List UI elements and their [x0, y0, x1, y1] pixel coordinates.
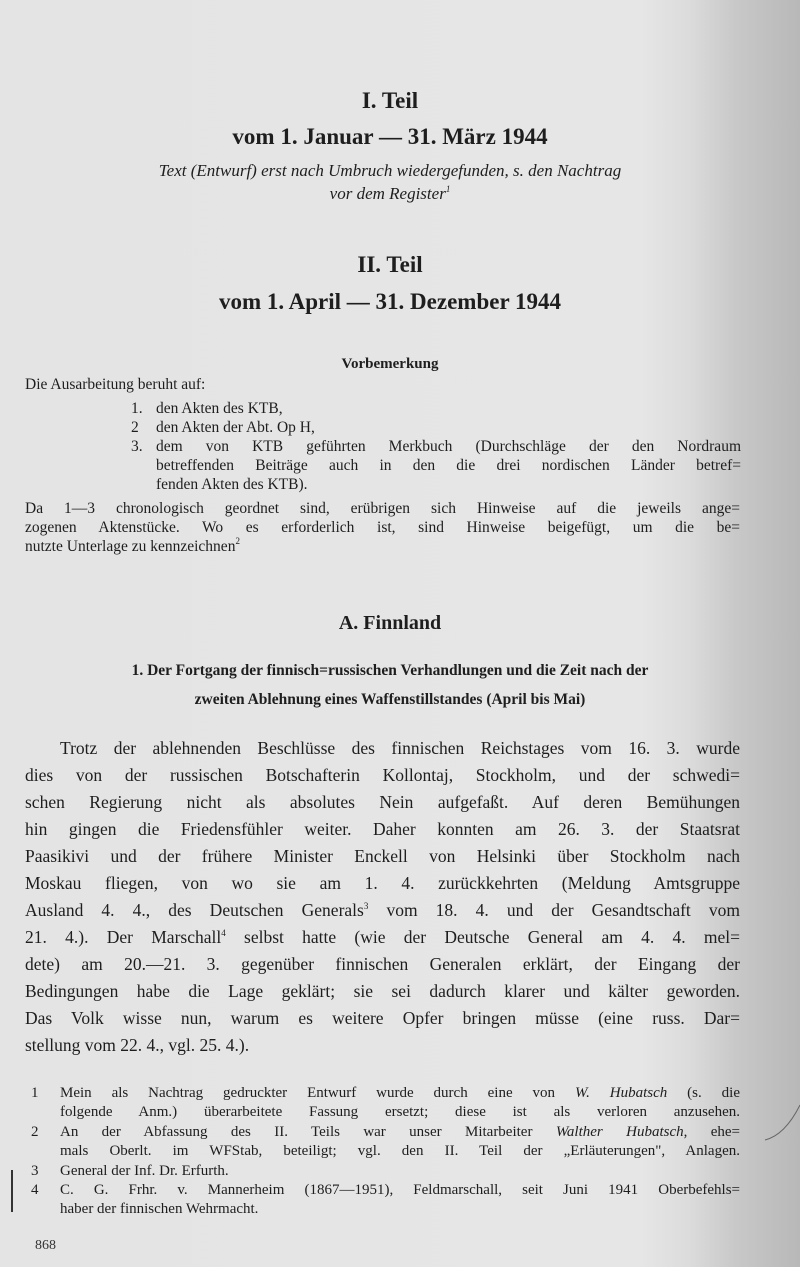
source-item-text: betreffenden Beiträge auch in den die drei nordischen Länder betref= [156, 457, 741, 474]
footnote-line: folgende Anm.) überarbeitete Fassung ersetzt; diese ist als verloren anzusehen. [60, 1104, 740, 1120]
body-text: 21. 4.). Der Marschall [25, 927, 222, 947]
body-line: schen Regierung nicht als absolutes Nein aufgefaßt. Auf deren Bemühungen [25, 792, 740, 812]
part1-note-line1: Text (Entwurf) erst nach Umbruch wiedergefunden, s. den Nachtrag [158, 161, 622, 180]
body-line: Bedingungen habe die Lage geklärt; sie sei dadurch klarer und kälter geworden. [25, 981, 740, 1001]
subsection-heading-line1: 1. Der Fortgang der finnisch=russischen Verhandlungen und die Zeit nach der [131, 662, 649, 679]
body-line: Das Volk wisse nun, warum es weitere Opfer bringen müsse (eine russ. Dar= [25, 1008, 740, 1028]
part1-note-text: vor dem Register [329, 184, 446, 203]
vorbemerkung-heading: Vorbemerkung [341, 356, 439, 372]
vorbemerkung-paragraph-line: Da 1—3 chronologisch geordnet sind, erübrigen sich Hinweise auf die jeweils ange= [25, 500, 740, 517]
footnote-ref-3[interactable]: 3 [363, 901, 369, 911]
footnote-number: 3 [31, 1163, 39, 1179]
subsection-heading-line2: zweiten Ablehnung eines Waffenstillstandes (April bis Mai) [194, 691, 586, 708]
footnote-ref-2[interactable]: 2 [235, 536, 240, 546]
footnote-line: C. G. Frhr. v. Mannerheim (1867—1951), Feldmarschall, seit Juni 1941 Oberbefehls= [60, 1182, 740, 1198]
footnote-number: 1 [31, 1085, 39, 1101]
part1-date-range: vom 1. Januar — 31. März 1944 [232, 124, 548, 149]
body-line: dete) am 20.—21. 3. gegenüber finnischen Generalen erklärt, der Eingang der [25, 954, 740, 974]
footnote-line: haber der finnischen Wehrmacht. [60, 1201, 259, 1217]
margin-mark [11, 1170, 13, 1212]
footnote-text: (s. die [667, 1085, 740, 1101]
body-text: Ausland 4. 4., des Deutschen Generals [25, 900, 364, 920]
footnote-line [60, 1085, 740, 1102]
source-item-text: den Akten des KTB, [156, 400, 283, 417]
part2-date-range: vom 1. April — 31. Dezember 1944 [219, 289, 561, 314]
footnote-author-name: Walther Hubatsch [555, 1124, 684, 1140]
vorbemerkung-paragraph-line [25, 538, 240, 556]
part1-heading: I. Teil [361, 88, 419, 113]
body-line: Moskau fliegen, von wo sie am 1. 4. zurückkehrten (Meldung Amtsgruppe [25, 873, 740, 893]
part1-note-line2 [0, 183, 780, 205]
source-item-number: 2 [131, 419, 139, 436]
body-line: dies von der russischen Botschafterin Kollontaj, Stockholm, und der schwedi= [25, 765, 740, 785]
body-line: stellung vom 22. 4., vgl. 25. 4.). [25, 1035, 250, 1055]
footnote-ref-4[interactable]: 4 [221, 928, 226, 938]
footnote-number: 2 [31, 1124, 39, 1140]
footnote-number: 4 [31, 1182, 39, 1198]
footnote-ref-1[interactable]: 1 [445, 184, 451, 194]
pencil-mark [760, 1100, 800, 1160]
vorbemerkung-paragraph-line: zogenen Aktenstücke. Wo es erforderlich ist, sind Hinweise beigefügt, um die be= [25, 519, 740, 536]
source-item-text: fenden Akten des KTB). [156, 476, 308, 493]
footnote-line [60, 1124, 740, 1141]
part2-heading: II. Teil [357, 252, 423, 277]
body-text: selbst hatte (wie der Deutsche General am 4. 4. mel= [225, 927, 740, 947]
section-heading: A. Finnland [338, 612, 442, 634]
footnote-line: mals Oberlt. im WFStab, beteiligt; vgl. den II. Teil der „Erläuterungen", Anlagen. [60, 1143, 740, 1159]
source-item-number: 3. [131, 438, 143, 455]
footnote-text: , ehe= [683, 1124, 740, 1140]
source-item-text: dem von KTB geführten Merkbuch (Durchschläge der den Nordraum [156, 438, 741, 455]
footnote-text: An der Abfassung des II. Teils war unser Mitarbeiter [60, 1124, 556, 1140]
body-line: hin gingen die Friedensfühler weiter. Daher konnten am 26. 3. der Staatsrat [25, 819, 740, 839]
source-item-number: 1. [131, 400, 143, 417]
footnote-author-name: W. Hubatsch [574, 1085, 668, 1101]
footnote-line: General der Inf. Dr. Erfurth. [60, 1163, 229, 1179]
source-item-text: den Akten der Abt. Op H, [156, 419, 315, 436]
footnote-text: Mein als Nachtrag gedruckter Entwurf wurde durch eine von [60, 1085, 575, 1101]
page-number: 868 [35, 1238, 56, 1253]
body-line [25, 927, 740, 948]
paragraph-text: nutzte Unterlage zu kennzeichnen [25, 538, 236, 555]
body-line [25, 900, 740, 921]
vorbemerkung-intro: Die Ausarbeitung beruht auf: [25, 376, 206, 393]
body-line: Trotz der ablehnenden Beschlüsse des finnischen Reichstages vom 16. 3. wurde [60, 738, 740, 758]
body-text: vom 18. 4. und der Gesandtschaft vom [368, 900, 740, 920]
body-line: Paasikivi und der frühere Minister Enckell von Helsinki über Stockholm nach [25, 846, 740, 866]
